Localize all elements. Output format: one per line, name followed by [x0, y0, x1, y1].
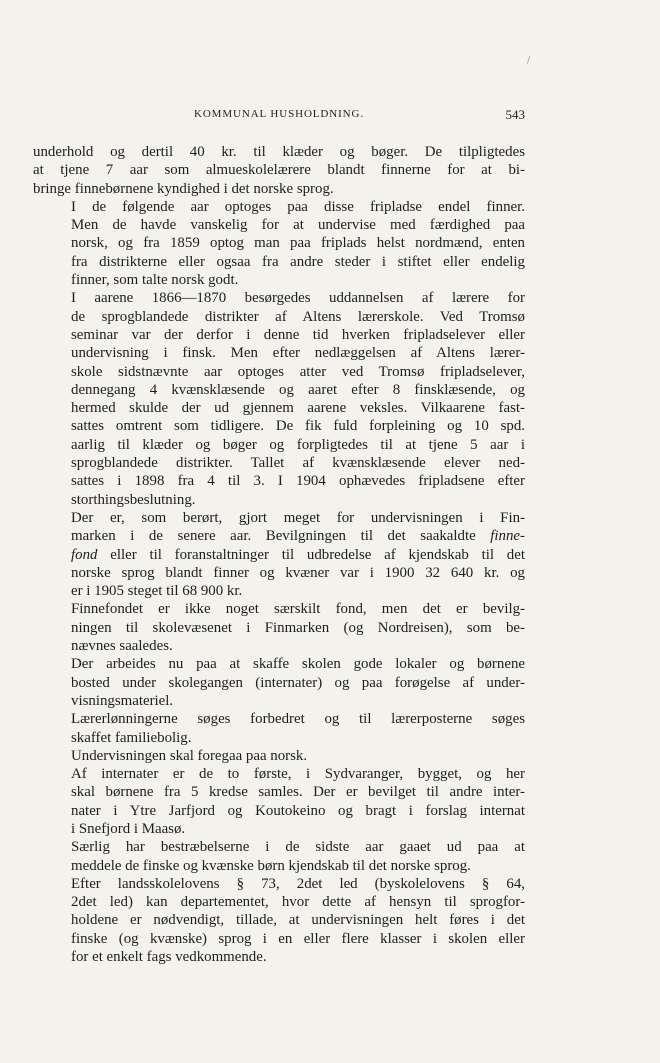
text-line: sattes i 1898 fra 4 til 3. I 1904 ophævedes fripladsene efter: [71, 473, 525, 490]
text-line: fra distrikterne eller ogsaa fra andre steder i stiftet eller endelig: [71, 253, 525, 270]
paragraph: [33, 765, 525, 838]
emphasized-term: finne-: [490, 528, 525, 545]
paragraph: [33, 747, 525, 765]
paragraph: [33, 600, 525, 655]
text-line: I aarene 1866—1870 besørgedes uddannelsen af lærere for: [71, 290, 525, 307]
text-line: for et enkelt fags vedkommende.: [71, 949, 267, 966]
page-header: [33, 108, 525, 126]
text-line: holdene er nødvendigt, tillade, at undervisningen helt føres i det: [71, 912, 525, 929]
text-line: Men de havde vanskelig for at undervise med færdighed paa: [71, 217, 525, 234]
text-line: [33, 582, 525, 600]
text-line: finske (og kvænske) sprog i en eller flere klasser i skolen eller: [71, 930, 525, 947]
text-line: skole sidstnævnte aar optoges atter ved Tromsø fripladselever,: [71, 363, 525, 380]
text-segment: eller til foranstaltninger til udbredelse af kjendskab til det: [97, 546, 525, 563]
text-line: nævnes saaledes.: [71, 638, 173, 655]
text-line: ningen til skolevæsenet i Finmarken (og Nordreisen), som be-: [71, 619, 525, 636]
paragraph: [33, 875, 525, 966]
paragraph: [33, 143, 525, 198]
text-line: [33, 527, 525, 545]
text-line: nater i Ytre Jarfjord og Koutokeino og bragt i forslag internat: [71, 802, 525, 819]
text-line: Særlig har bestræbelserne i de sidste aar gaaet ud paa at: [71, 839, 525, 856]
text-line: underhold og dertil 40 kr. til klæder og bøger. De tilpligtedes: [33, 144, 525, 160]
text-line: i Snefjord i Maasø.: [71, 820, 186, 837]
text-line: aarlig til klæder og bøger og forpligtedes til at tjene 5 aar i: [71, 436, 525, 453]
text-line: norsk, og fra 1859 optog man paa friplads helst nordmænd, enten: [71, 235, 525, 252]
text-line: storthingsbeslutning.: [71, 491, 196, 508]
text-line: hermed skulde der ud gjennem aarene veksles. Vilkaarene fast-: [71, 400, 525, 417]
text-line: [33, 564, 525, 582]
text-line: [33, 546, 525, 564]
body-text: [33, 143, 525, 966]
text-line: Finnefondet er ikke noget særskilt fond, men det er bevilg-: [71, 601, 525, 618]
text-line: Af internater er de to første, i Sydvaranger, bygget, og her: [71, 766, 525, 783]
text-line: Efter landsskolelovens § 73, 2det led (byskolelovens § 64,: [71, 875, 525, 892]
text-line: skaffet familiebolig.: [71, 729, 192, 746]
text-segment: norske sprog blandt finner og kvæner var i 1900 32 640 kr. og: [71, 564, 525, 581]
text-segment: marken i de senere aar. Bevilgningen til det saakaldte: [71, 528, 491, 545]
text-line: meddele de finske og kvænske børn kjendskab til det norske sprog.: [71, 857, 471, 874]
text-line: dennegang 4 kvænsklæsende og aaret efter 8 finsklæsende, og: [71, 381, 525, 398]
text-line: sattes omtrent som tidligere. De fik fuld forpleining og 10 spd.: [71, 418, 525, 435]
text-line: visningsmateriel.: [71, 692, 174, 709]
text-line: bringe finnebørnene kyndighed i det norske sprog.: [33, 180, 334, 197]
text-line: [33, 509, 525, 527]
text-line: Lærerlønningerne søges forbedret og til lærerposterne søges: [71, 711, 525, 728]
paragraph: [33, 710, 525, 747]
page-number: 543: [505, 107, 525, 122]
text-line: finner, som talte norsk godt.: [71, 272, 239, 289]
running-head: KOMMUNAL HUSHOLDNING.: [193, 108, 365, 120]
paragraph: [33, 198, 525, 289]
paragraph: [33, 289, 525, 509]
text-line: skal børnene fra 5 kredse samles. Der er bevilget til andre inter-: [71, 784, 525, 801]
text-line: Undervisningen skal foregaa paa norsk.: [71, 747, 308, 764]
text-line: de sprogblandede distrikter af Altens lærerskole. Ved Tromsø: [71, 308, 525, 325]
text-line: sprogblandede distrikter. Tallet af kvænsklæsende elever ned-: [71, 455, 525, 472]
text-line: at tjene 7 aar som almueskolelærere blandt finnerne for at bi-: [33, 162, 525, 179]
paragraph: [33, 509, 525, 600]
text-line: undervisning i finsk. Men efter nedlæggelsen af Altens lærer-: [71, 345, 525, 362]
paragraph: [33, 655, 525, 710]
text-segment: er i 1905 steget til 68 900 kr.: [71, 583, 243, 600]
text-segment: Der er, som berørt, gjort meget for undervisningen i Fin-: [71, 509, 525, 526]
paragraph: [33, 838, 525, 875]
text-line: I de følgende aar optoges paa disse fripladse endel finner.: [71, 198, 525, 215]
text-line: bosted under skolegangen (internater) og paa forøgelse af under-: [71, 674, 525, 691]
text-line: seminar var der derfor i denne tid hverken fripladselever eller: [71, 326, 525, 343]
text-line: Der arbeides nu paa at skaffe skolen gode lokaler og børnene: [71, 656, 525, 673]
corner-mark: /: [526, 56, 530, 66]
emphasized-term: fond: [71, 546, 98, 563]
text-line: 2det led) kan departementet, hvor dette af hensyn til sprogfor-: [71, 894, 525, 911]
